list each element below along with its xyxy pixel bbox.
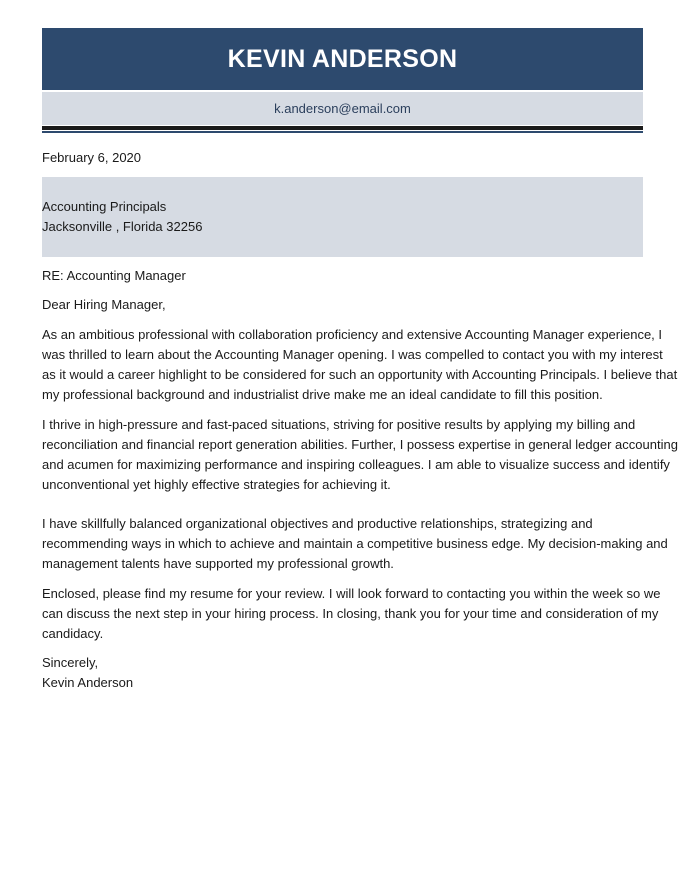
applicant-name: KEVIN ANDERSON (227, 44, 458, 73)
header-band (42, 28, 643, 90)
recipient-block (42, 177, 643, 257)
paragraph-line: Enclosed, please find my resume for your review. I will look forward to contacting you within the week so we (42, 586, 661, 601)
paragraph-line: management talents have supported my professional growth. (42, 556, 394, 571)
paragraph-line: can discuss the next step in your hiring process. In closing, thank you for your time and consideration of my (42, 606, 659, 621)
header-rule-thin (42, 131, 643, 133)
contact-band (42, 92, 643, 125)
body-paragraph (42, 415, 678, 495)
header-rule-thick (42, 126, 643, 130)
salutation: Dear Hiring Manager, (42, 297, 166, 312)
paragraph-line: reconciliation and financial report generation abilities. Further, I possess expertise in general ledger accounting (42, 437, 678, 452)
paragraph-line: candidacy. (42, 626, 104, 641)
applicant-email: k.anderson@email.com (274, 101, 411, 116)
letter-date: February 6, 2020 (42, 150, 142, 165)
closing: Sincerely, (42, 655, 99, 670)
paragraph-line: was thrilled to learn about the Accounting Manager opening. I was compelled to contact you with my interest (42, 347, 663, 362)
paragraph-line: and acumen for maximizing performance and inspiring colleagues. I am able to visualize success and identify (42, 457, 670, 472)
paragraph-line: unconventional yet highly effective strategies for achieving it. (42, 477, 391, 492)
body-paragraph (42, 514, 668, 574)
paragraph-line: I thrive in high-pressure and fast-paced situations, striving for positive results by applying my billing and (42, 417, 636, 432)
paragraph-line: As an ambitious professional with collaboration proficiency and extensive Accounting Manager experience, I (42, 327, 663, 342)
subject-line: RE: Accounting Manager (42, 268, 186, 283)
paragraph-line: recommending ways in which to achieve and maintain a competitive business edge. My decision-making and (42, 536, 668, 551)
paragraph-line: as it would a career highlight to be considered for such an opportunity with Accounting Principals. I believe that (42, 367, 678, 382)
recipient-location: Jacksonville , Florida 32256 (42, 219, 203, 234)
paragraph-line: my professional background and industrialist drive make me an ideal candidate to fill this position. (42, 387, 603, 402)
body-paragraph (42, 325, 678, 405)
paragraph-line: I have skillfully balanced organizational objectives and productive relationships, strategizing and (42, 516, 593, 531)
signature-name: Kevin Anderson (42, 675, 134, 690)
body-paragraph (42, 584, 661, 644)
recipient-company: Accounting Principals (42, 199, 167, 214)
